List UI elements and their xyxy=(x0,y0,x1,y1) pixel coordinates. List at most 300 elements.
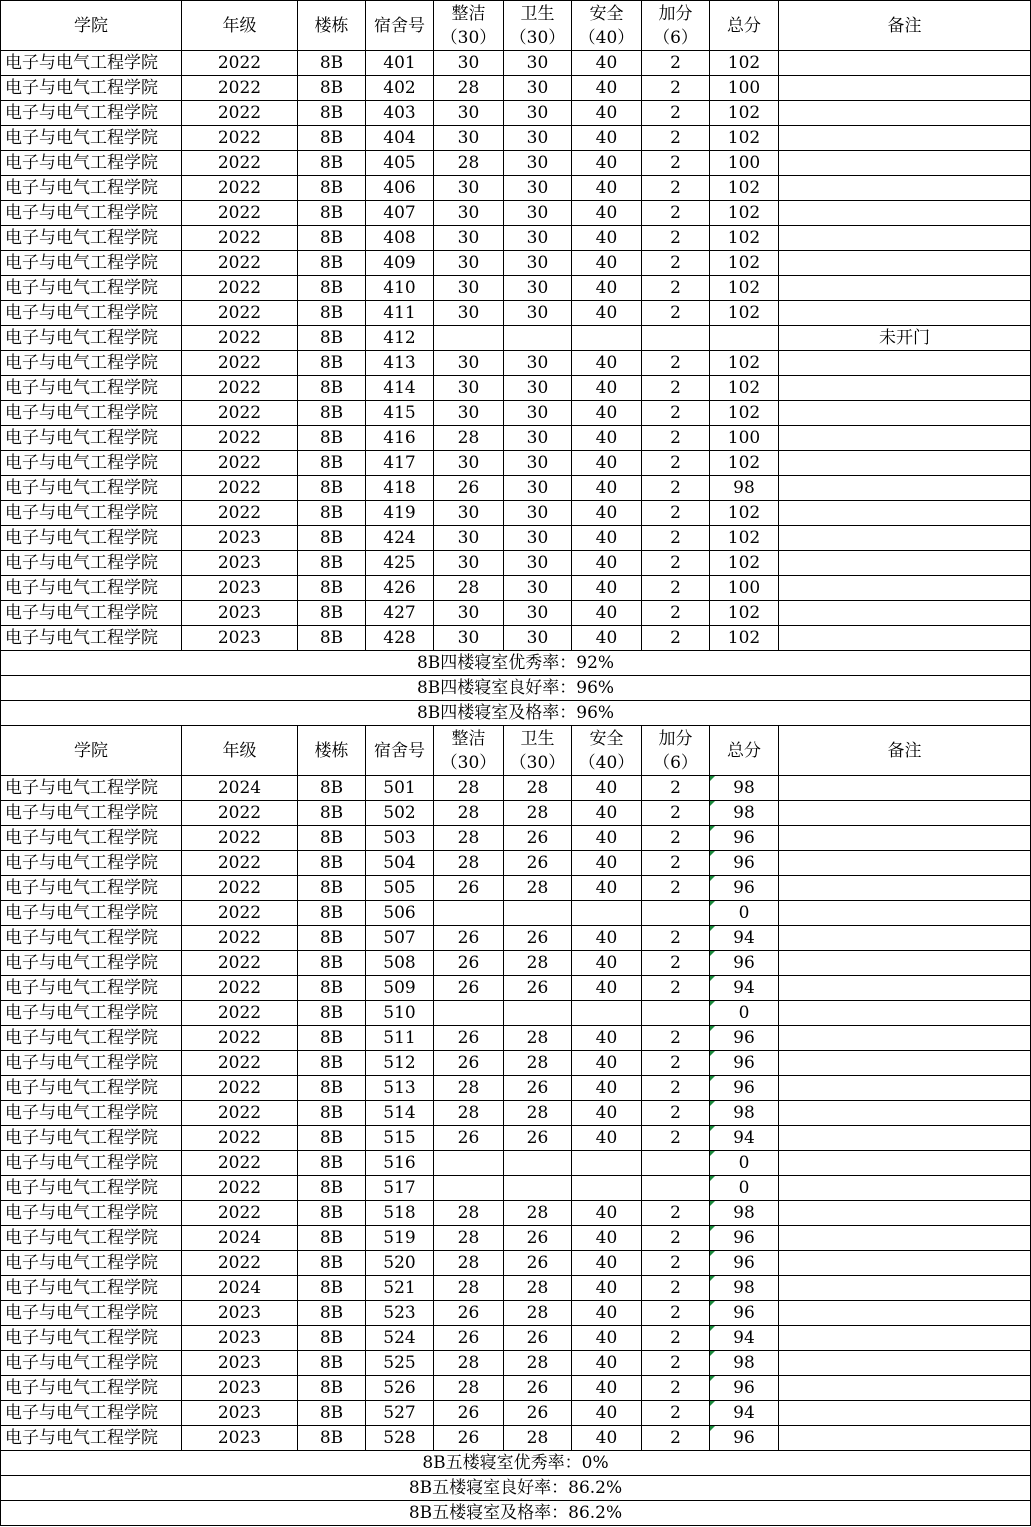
cell-remark[interactable] xyxy=(779,301,1031,326)
cell-room[interactable]: 512 xyxy=(366,1051,434,1076)
cell-grade[interactable]: 2022 xyxy=(182,951,298,976)
cell-tidiness[interactable]: 30 xyxy=(434,101,504,126)
cell-room[interactable]: 427 xyxy=(366,601,434,626)
cell-total[interactable]: 96 xyxy=(710,1026,779,1051)
cell-remark[interactable] xyxy=(779,1076,1031,1101)
cell-room[interactable]: 520 xyxy=(366,1251,434,1276)
cell-remark[interactable]: 未开门 xyxy=(779,326,1031,351)
cell-building[interactable]: 8B xyxy=(298,826,366,851)
cell-safety[interactable]: 40 xyxy=(572,551,642,576)
cell-tidiness[interactable]: 30 xyxy=(434,401,504,426)
cell-safety[interactable]: 40 xyxy=(572,151,642,176)
cell-tidiness[interactable]: 30 xyxy=(434,226,504,251)
cell-tidiness[interactable]: 26 xyxy=(434,876,504,901)
cell-building[interactable]: 8B xyxy=(298,1326,366,1351)
cell-bonus[interactable]: 2 xyxy=(642,976,710,1001)
cell-grade[interactable]: 2022 xyxy=(182,326,298,351)
cell-room[interactable]: 525 xyxy=(366,1351,434,1376)
cell-building[interactable]: 8B xyxy=(298,626,366,651)
cell-building[interactable]: 8B xyxy=(298,351,366,376)
cell-total[interactable]: 96 xyxy=(710,1376,779,1401)
cell-tidiness[interactable] xyxy=(434,326,504,351)
cell-tidiness[interactable]: 30 xyxy=(434,626,504,651)
cell-remark[interactable] xyxy=(779,1001,1031,1026)
cell-college[interactable]: 电子与电气工程学院 xyxy=(1,1226,182,1251)
cell-college[interactable]: 电子与电气工程学院 xyxy=(1,1051,182,1076)
cell-room[interactable]: 401 xyxy=(366,51,434,76)
cell-hygiene[interactable]: 26 xyxy=(504,851,572,876)
cell-building[interactable]: 8B xyxy=(298,1201,366,1226)
cell-safety[interactable]: 40 xyxy=(572,1101,642,1126)
cell-bonus[interactable]: 2 xyxy=(642,276,710,301)
cell-hygiene[interactable]: 28 xyxy=(504,1301,572,1326)
cell-hygiene[interactable]: 28 xyxy=(504,776,572,801)
cell-total[interactable]: 102 xyxy=(710,276,779,301)
cell-remark[interactable] xyxy=(779,451,1031,476)
cell-room[interactable]: 502 xyxy=(366,801,434,826)
cell-remark[interactable] xyxy=(779,501,1031,526)
cell-safety[interactable]: 40 xyxy=(572,1251,642,1276)
cell-college[interactable]: 电子与电气工程学院 xyxy=(1,776,182,801)
cell-college[interactable]: 电子与电气工程学院 xyxy=(1,576,182,601)
cell-grade[interactable]: 2022 xyxy=(182,151,298,176)
cell-grade[interactable]: 2023 xyxy=(182,1301,298,1326)
cell-remark[interactable] xyxy=(779,1201,1031,1226)
cell-safety[interactable]: 40 xyxy=(572,451,642,476)
cell-building[interactable]: 8B xyxy=(298,451,366,476)
cell-total[interactable]: 98 xyxy=(710,476,779,501)
cell-building[interactable]: 8B xyxy=(298,426,366,451)
cell-hygiene[interactable]: 30 xyxy=(504,201,572,226)
cell-hygiene[interactable]: 28 xyxy=(504,1201,572,1226)
cell-room[interactable]: 425 xyxy=(366,551,434,576)
cell-remark[interactable] xyxy=(779,151,1031,176)
cell-tidiness[interactable]: 26 xyxy=(434,476,504,501)
cell-total[interactable]: 96 xyxy=(710,876,779,901)
cell-safety[interactable]: 40 xyxy=(572,801,642,826)
cell-grade[interactable]: 2022 xyxy=(182,1001,298,1026)
cell-tidiness[interactable]: 30 xyxy=(434,276,504,301)
cell-safety[interactable]: 40 xyxy=(572,1301,642,1326)
cell-room[interactable]: 511 xyxy=(366,1026,434,1051)
cell-grade[interactable]: 2022 xyxy=(182,876,298,901)
cell-hygiene[interactable] xyxy=(504,1176,572,1201)
cell-building[interactable]: 8B xyxy=(298,901,366,926)
cell-building[interactable]: 8B xyxy=(298,151,366,176)
cell-tidiness[interactable]: 26 xyxy=(434,951,504,976)
cell-total[interactable]: 100 xyxy=(710,576,779,601)
cell-hygiene[interactable]: 26 xyxy=(504,1376,572,1401)
cell-total[interactable]: 102 xyxy=(710,176,779,201)
cell-grade[interactable]: 2022 xyxy=(182,426,298,451)
cell-total[interactable]: 98 xyxy=(710,1101,779,1126)
cell-hygiene[interactable]: 28 xyxy=(504,1051,572,1076)
cell-college[interactable]: 电子与电气工程学院 xyxy=(1,551,182,576)
cell-college[interactable]: 电子与电气工程学院 xyxy=(1,201,182,226)
cell-college[interactable]: 电子与电气工程学院 xyxy=(1,901,182,926)
cell-grade[interactable]: 2023 xyxy=(182,576,298,601)
cell-tidiness[interactable]: 30 xyxy=(434,376,504,401)
cell-tidiness[interactable]: 28 xyxy=(434,826,504,851)
cell-tidiness[interactable]: 26 xyxy=(434,1401,504,1426)
cell-total[interactable]: 102 xyxy=(710,301,779,326)
cell-building[interactable]: 8B xyxy=(298,1001,366,1026)
cell-remark[interactable] xyxy=(779,976,1031,1001)
cell-total[interactable]: 98 xyxy=(710,1201,779,1226)
cell-tidiness[interactable] xyxy=(434,1151,504,1176)
cell-building[interactable]: 8B xyxy=(298,301,366,326)
cell-safety[interactable] xyxy=(572,326,642,351)
cell-hygiene[interactable]: 28 xyxy=(504,951,572,976)
cell-safety[interactable]: 40 xyxy=(572,1026,642,1051)
cell-tidiness[interactable]: 26 xyxy=(434,1326,504,1351)
cell-room[interactable]: 428 xyxy=(366,626,434,651)
cell-room[interactable]: 509 xyxy=(366,976,434,1001)
cell-room[interactable]: 504 xyxy=(366,851,434,876)
cell-tidiness[interactable]: 30 xyxy=(434,51,504,76)
cell-building[interactable]: 8B xyxy=(298,251,366,276)
cell-hygiene[interactable]: 28 xyxy=(504,1026,572,1051)
cell-bonus[interactable]: 2 xyxy=(642,1276,710,1301)
cell-building[interactable]: 8B xyxy=(298,76,366,101)
cell-grade[interactable]: 2022 xyxy=(182,851,298,876)
cell-grade[interactable]: 2022 xyxy=(182,501,298,526)
cell-safety[interactable]: 40 xyxy=(572,501,642,526)
cell-bonus[interactable]: 2 xyxy=(642,776,710,801)
cell-total[interactable]: 94 xyxy=(710,1126,779,1151)
cell-grade[interactable]: 2022 xyxy=(182,101,298,126)
cell-safety[interactable]: 40 xyxy=(572,526,642,551)
cell-tidiness[interactable]: 28 xyxy=(434,1376,504,1401)
cell-hygiene[interactable]: 26 xyxy=(504,826,572,851)
cell-remark[interactable] xyxy=(779,226,1031,251)
cell-hygiene[interactable]: 30 xyxy=(504,301,572,326)
cell-total[interactable]: 102 xyxy=(710,526,779,551)
cell-remark[interactable] xyxy=(779,1251,1031,1276)
cell-building[interactable]: 8B xyxy=(298,1076,366,1101)
cell-remark[interactable] xyxy=(779,776,1031,801)
cell-college[interactable]: 电子与电气工程学院 xyxy=(1,151,182,176)
cell-grade[interactable]: 2022 xyxy=(182,1251,298,1276)
cell-room[interactable]: 523 xyxy=(366,1301,434,1326)
cell-grade[interactable]: 2022 xyxy=(182,1176,298,1201)
cell-bonus[interactable]: 2 xyxy=(642,1301,710,1326)
cell-room[interactable]: 415 xyxy=(366,401,434,426)
cell-building[interactable]: 8B xyxy=(298,226,366,251)
cell-grade[interactable]: 2022 xyxy=(182,276,298,301)
cell-total[interactable]: 94 xyxy=(710,976,779,1001)
cell-college[interactable]: 电子与电气工程学院 xyxy=(1,426,182,451)
cell-college[interactable]: 电子与电气工程学院 xyxy=(1,176,182,201)
cell-bonus[interactable]: 2 xyxy=(642,1326,710,1351)
cell-bonus[interactable]: 2 xyxy=(642,1026,710,1051)
cell-hygiene[interactable]: 30 xyxy=(504,401,572,426)
cell-bonus[interactable]: 2 xyxy=(642,226,710,251)
cell-bonus[interactable]: 2 xyxy=(642,401,710,426)
cell-remark[interactable] xyxy=(779,526,1031,551)
cell-hygiene[interactable]: 28 xyxy=(504,1351,572,1376)
cell-safety[interactable] xyxy=(572,1176,642,1201)
cell-grade[interactable]: 2022 xyxy=(182,1126,298,1151)
cell-grade[interactable]: 2022 xyxy=(182,1101,298,1126)
cell-bonus[interactable] xyxy=(642,1001,710,1026)
cell-remark[interactable] xyxy=(779,251,1031,276)
cell-college[interactable]: 电子与电气工程学院 xyxy=(1,476,182,501)
cell-hygiene[interactable]: 30 xyxy=(504,226,572,251)
cell-bonus[interactable] xyxy=(642,326,710,351)
cell-tidiness[interactable]: 30 xyxy=(434,601,504,626)
cell-college[interactable]: 电子与电气工程学院 xyxy=(1,351,182,376)
cell-building[interactable]: 8B xyxy=(298,1426,366,1451)
cell-remark[interactable] xyxy=(779,801,1031,826)
cell-college[interactable]: 电子与电气工程学院 xyxy=(1,1076,182,1101)
cell-safety[interactable]: 40 xyxy=(572,251,642,276)
cell-remark[interactable] xyxy=(779,626,1031,651)
cell-college[interactable]: 电子与电气工程学院 xyxy=(1,626,182,651)
cell-total[interactable]: 96 xyxy=(710,1301,779,1326)
cell-room[interactable]: 527 xyxy=(366,1401,434,1426)
cell-tidiness[interactable]: 26 xyxy=(434,976,504,1001)
cell-hygiene[interactable]: 30 xyxy=(504,176,572,201)
cell-college[interactable]: 电子与电气工程学院 xyxy=(1,1201,182,1226)
cell-room[interactable]: 426 xyxy=(366,576,434,601)
cell-hygiene[interactable]: 28 xyxy=(504,1101,572,1126)
cell-room[interactable]: 506 xyxy=(366,901,434,926)
cell-building[interactable]: 8B xyxy=(298,51,366,76)
cell-college[interactable]: 电子与电气工程学院 xyxy=(1,1401,182,1426)
cell-total[interactable]: 102 xyxy=(710,51,779,76)
cell-building[interactable]: 8B xyxy=(298,176,366,201)
cell-total[interactable]: 102 xyxy=(710,101,779,126)
cell-bonus[interactable]: 2 xyxy=(642,626,710,651)
cell-remark[interactable] xyxy=(779,276,1031,301)
cell-hygiene[interactable]: 30 xyxy=(504,251,572,276)
cell-remark[interactable] xyxy=(779,201,1031,226)
cell-bonus[interactable]: 2 xyxy=(642,926,710,951)
cell-room[interactable]: 513 xyxy=(366,1076,434,1101)
cell-tidiness[interactable]: 26 xyxy=(434,1051,504,1076)
cell-tidiness[interactable]: 30 xyxy=(434,526,504,551)
cell-tidiness[interactable]: 28 xyxy=(434,1351,504,1376)
cell-grade[interactable]: 2022 xyxy=(182,1151,298,1176)
cell-college[interactable]: 电子与电气工程学院 xyxy=(1,51,182,76)
cell-college[interactable]: 电子与电气工程学院 xyxy=(1,1251,182,1276)
cell-building[interactable]: 8B xyxy=(298,526,366,551)
cell-safety[interactable]: 40 xyxy=(572,226,642,251)
cell-hygiene[interactable]: 26 xyxy=(504,976,572,1001)
cell-tidiness[interactable]: 28 xyxy=(434,151,504,176)
cell-building[interactable]: 8B xyxy=(298,876,366,901)
cell-building[interactable]: 8B xyxy=(298,326,366,351)
cell-safety[interactable]: 40 xyxy=(572,576,642,601)
cell-hygiene[interactable]: 28 xyxy=(504,801,572,826)
cell-college[interactable]: 电子与电气工程学院 xyxy=(1,826,182,851)
cell-building[interactable]: 8B xyxy=(298,926,366,951)
cell-grade[interactable]: 2023 xyxy=(182,1401,298,1426)
cell-room[interactable]: 518 xyxy=(366,1201,434,1226)
cell-total[interactable]: 102 xyxy=(710,401,779,426)
cell-hygiene[interactable]: 26 xyxy=(504,1226,572,1251)
cell-grade[interactable]: 2022 xyxy=(182,451,298,476)
cell-grade[interactable]: 2022 xyxy=(182,351,298,376)
cell-grade[interactable]: 2022 xyxy=(182,1051,298,1076)
cell-grade[interactable]: 2024 xyxy=(182,1226,298,1251)
cell-safety[interactable]: 40 xyxy=(572,101,642,126)
cell-college[interactable]: 电子与电气工程学院 xyxy=(1,501,182,526)
cell-safety[interactable]: 40 xyxy=(572,301,642,326)
cell-bonus[interactable]: 2 xyxy=(642,76,710,101)
cell-grade[interactable]: 2022 xyxy=(182,926,298,951)
cell-room[interactable]: 409 xyxy=(366,251,434,276)
cell-total[interactable]: 94 xyxy=(710,1326,779,1351)
cell-room[interactable]: 519 xyxy=(366,1226,434,1251)
cell-bonus[interactable] xyxy=(642,901,710,926)
cell-tidiness[interactable]: 30 xyxy=(434,551,504,576)
cell-safety[interactable]: 40 xyxy=(572,776,642,801)
cell-hygiene[interactable]: 30 xyxy=(504,126,572,151)
cell-building[interactable]: 8B xyxy=(298,551,366,576)
cell-college[interactable]: 电子与电气工程学院 xyxy=(1,1301,182,1326)
cell-hygiene[interactable]: 28 xyxy=(504,1426,572,1451)
cell-total[interactable]: 98 xyxy=(710,801,779,826)
cell-remark[interactable] xyxy=(779,376,1031,401)
cell-grade[interactable]: 2022 xyxy=(182,376,298,401)
cell-tidiness[interactable]: 28 xyxy=(434,1101,504,1126)
cell-total[interactable]: 102 xyxy=(710,376,779,401)
cell-tidiness[interactable]: 28 xyxy=(434,76,504,101)
cell-hygiene[interactable]: 26 xyxy=(504,1401,572,1426)
cell-hygiene[interactable]: 30 xyxy=(504,51,572,76)
cell-room[interactable]: 410 xyxy=(366,276,434,301)
cell-building[interactable]: 8B xyxy=(298,1151,366,1176)
cell-grade[interactable]: 2022 xyxy=(182,251,298,276)
cell-room[interactable]: 521 xyxy=(366,1276,434,1301)
cell-bonus[interactable]: 2 xyxy=(642,101,710,126)
cell-building[interactable]: 8B xyxy=(298,801,366,826)
cell-total[interactable]: 102 xyxy=(710,551,779,576)
cell-remark[interactable] xyxy=(779,126,1031,151)
cell-college[interactable]: 电子与电气工程学院 xyxy=(1,801,182,826)
cell-building[interactable]: 8B xyxy=(298,376,366,401)
cell-total[interactable]: 96 xyxy=(710,826,779,851)
cell-college[interactable]: 电子与电气工程学院 xyxy=(1,1276,182,1301)
cell-hygiene[interactable]: 30 xyxy=(504,451,572,476)
cell-room[interactable]: 507 xyxy=(366,926,434,951)
cell-room[interactable]: 413 xyxy=(366,351,434,376)
cell-remark[interactable] xyxy=(779,176,1031,201)
cell-grade[interactable]: 2022 xyxy=(182,901,298,926)
cell-total[interactable]: 94 xyxy=(710,926,779,951)
cell-tidiness[interactable]: 28 xyxy=(434,851,504,876)
cell-college[interactable]: 电子与电气工程学院 xyxy=(1,376,182,401)
cell-room[interactable]: 510 xyxy=(366,1001,434,1026)
cell-tidiness[interactable]: 28 xyxy=(434,1076,504,1101)
cell-bonus[interactable]: 2 xyxy=(642,1376,710,1401)
cell-bonus[interactable]: 2 xyxy=(642,476,710,501)
cell-safety[interactable]: 40 xyxy=(572,426,642,451)
cell-remark[interactable] xyxy=(779,1276,1031,1301)
cell-bonus[interactable]: 2 xyxy=(642,576,710,601)
cell-hygiene[interactable]: 26 xyxy=(504,1076,572,1101)
cell-bonus[interactable]: 2 xyxy=(642,551,710,576)
cell-safety[interactable]: 40 xyxy=(572,1076,642,1101)
cell-safety[interactable]: 40 xyxy=(572,876,642,901)
cell-college[interactable]: 电子与电气工程学院 xyxy=(1,76,182,101)
cell-college[interactable]: 电子与电气工程学院 xyxy=(1,1351,182,1376)
cell-safety[interactable]: 40 xyxy=(572,1226,642,1251)
cell-building[interactable]: 8B xyxy=(298,1226,366,1251)
cell-safety[interactable]: 40 xyxy=(572,826,642,851)
cell-grade[interactable]: 2023 xyxy=(182,601,298,626)
cell-remark[interactable] xyxy=(779,1376,1031,1401)
cell-bonus[interactable]: 2 xyxy=(642,301,710,326)
cell-college[interactable]: 电子与电气工程学院 xyxy=(1,1126,182,1151)
cell-bonus[interactable]: 2 xyxy=(642,126,710,151)
cell-college[interactable]: 电子与电气工程学院 xyxy=(1,1001,182,1026)
cell-remark[interactable] xyxy=(779,351,1031,376)
cell-room[interactable]: 417 xyxy=(366,451,434,476)
cell-tidiness[interactable]: 28 xyxy=(434,776,504,801)
cell-bonus[interactable]: 2 xyxy=(642,251,710,276)
cell-grade[interactable]: 2022 xyxy=(182,1076,298,1101)
cell-safety[interactable]: 40 xyxy=(572,351,642,376)
cell-hygiene[interactable]: 26 xyxy=(504,1126,572,1151)
cell-hygiene[interactable] xyxy=(504,326,572,351)
cell-building[interactable]: 8B xyxy=(298,1351,366,1376)
cell-hygiene[interactable]: 30 xyxy=(504,101,572,126)
cell-total[interactable]: 96 xyxy=(710,851,779,876)
cell-safety[interactable]: 40 xyxy=(572,401,642,426)
cell-total[interactable]: 96 xyxy=(710,1426,779,1451)
cell-room[interactable]: 408 xyxy=(366,226,434,251)
cell-remark[interactable] xyxy=(779,1101,1031,1126)
cell-room[interactable]: 505 xyxy=(366,876,434,901)
cell-college[interactable]: 电子与电气工程学院 xyxy=(1,1151,182,1176)
cell-safety[interactable]: 40 xyxy=(572,276,642,301)
cell-grade[interactable]: 2022 xyxy=(182,176,298,201)
cell-total[interactable]: 96 xyxy=(710,1051,779,1076)
cell-grade[interactable]: 2022 xyxy=(182,126,298,151)
cell-safety[interactable]: 40 xyxy=(572,1401,642,1426)
cell-tidiness[interactable]: 30 xyxy=(434,351,504,376)
cell-tidiness[interactable]: 30 xyxy=(434,176,504,201)
cell-room[interactable]: 404 xyxy=(366,126,434,151)
cell-bonus[interactable]: 2 xyxy=(642,1051,710,1076)
cell-room[interactable]: 503 xyxy=(366,826,434,851)
cell-room[interactable]: 524 xyxy=(366,1326,434,1351)
cell-tidiness[interactable]: 28 xyxy=(434,576,504,601)
cell-hygiene[interactable]: 28 xyxy=(504,1276,572,1301)
cell-college[interactable]: 电子与电气工程学院 xyxy=(1,326,182,351)
cell-building[interactable]: 8B xyxy=(298,601,366,626)
cell-remark[interactable] xyxy=(779,1326,1031,1351)
cell-total[interactable]: 96 xyxy=(710,1226,779,1251)
cell-hygiene[interactable]: 30 xyxy=(504,551,572,576)
cell-college[interactable]: 电子与电气工程学院 xyxy=(1,951,182,976)
cell-room[interactable]: 412 xyxy=(366,326,434,351)
cell-safety[interactable]: 40 xyxy=(572,1376,642,1401)
cell-remark[interactable] xyxy=(779,926,1031,951)
cell-college[interactable]: 电子与电气工程学院 xyxy=(1,301,182,326)
cell-bonus[interactable]: 2 xyxy=(642,1126,710,1151)
cell-total[interactable]: 96 xyxy=(710,951,779,976)
cell-bonus[interactable]: 2 xyxy=(642,851,710,876)
cell-building[interactable]: 8B xyxy=(298,1376,366,1401)
cell-college[interactable]: 电子与电气工程学院 xyxy=(1,1026,182,1051)
cell-grade[interactable]: 2022 xyxy=(182,1026,298,1051)
cell-building[interactable]: 8B xyxy=(298,776,366,801)
cell-remark[interactable] xyxy=(779,576,1031,601)
